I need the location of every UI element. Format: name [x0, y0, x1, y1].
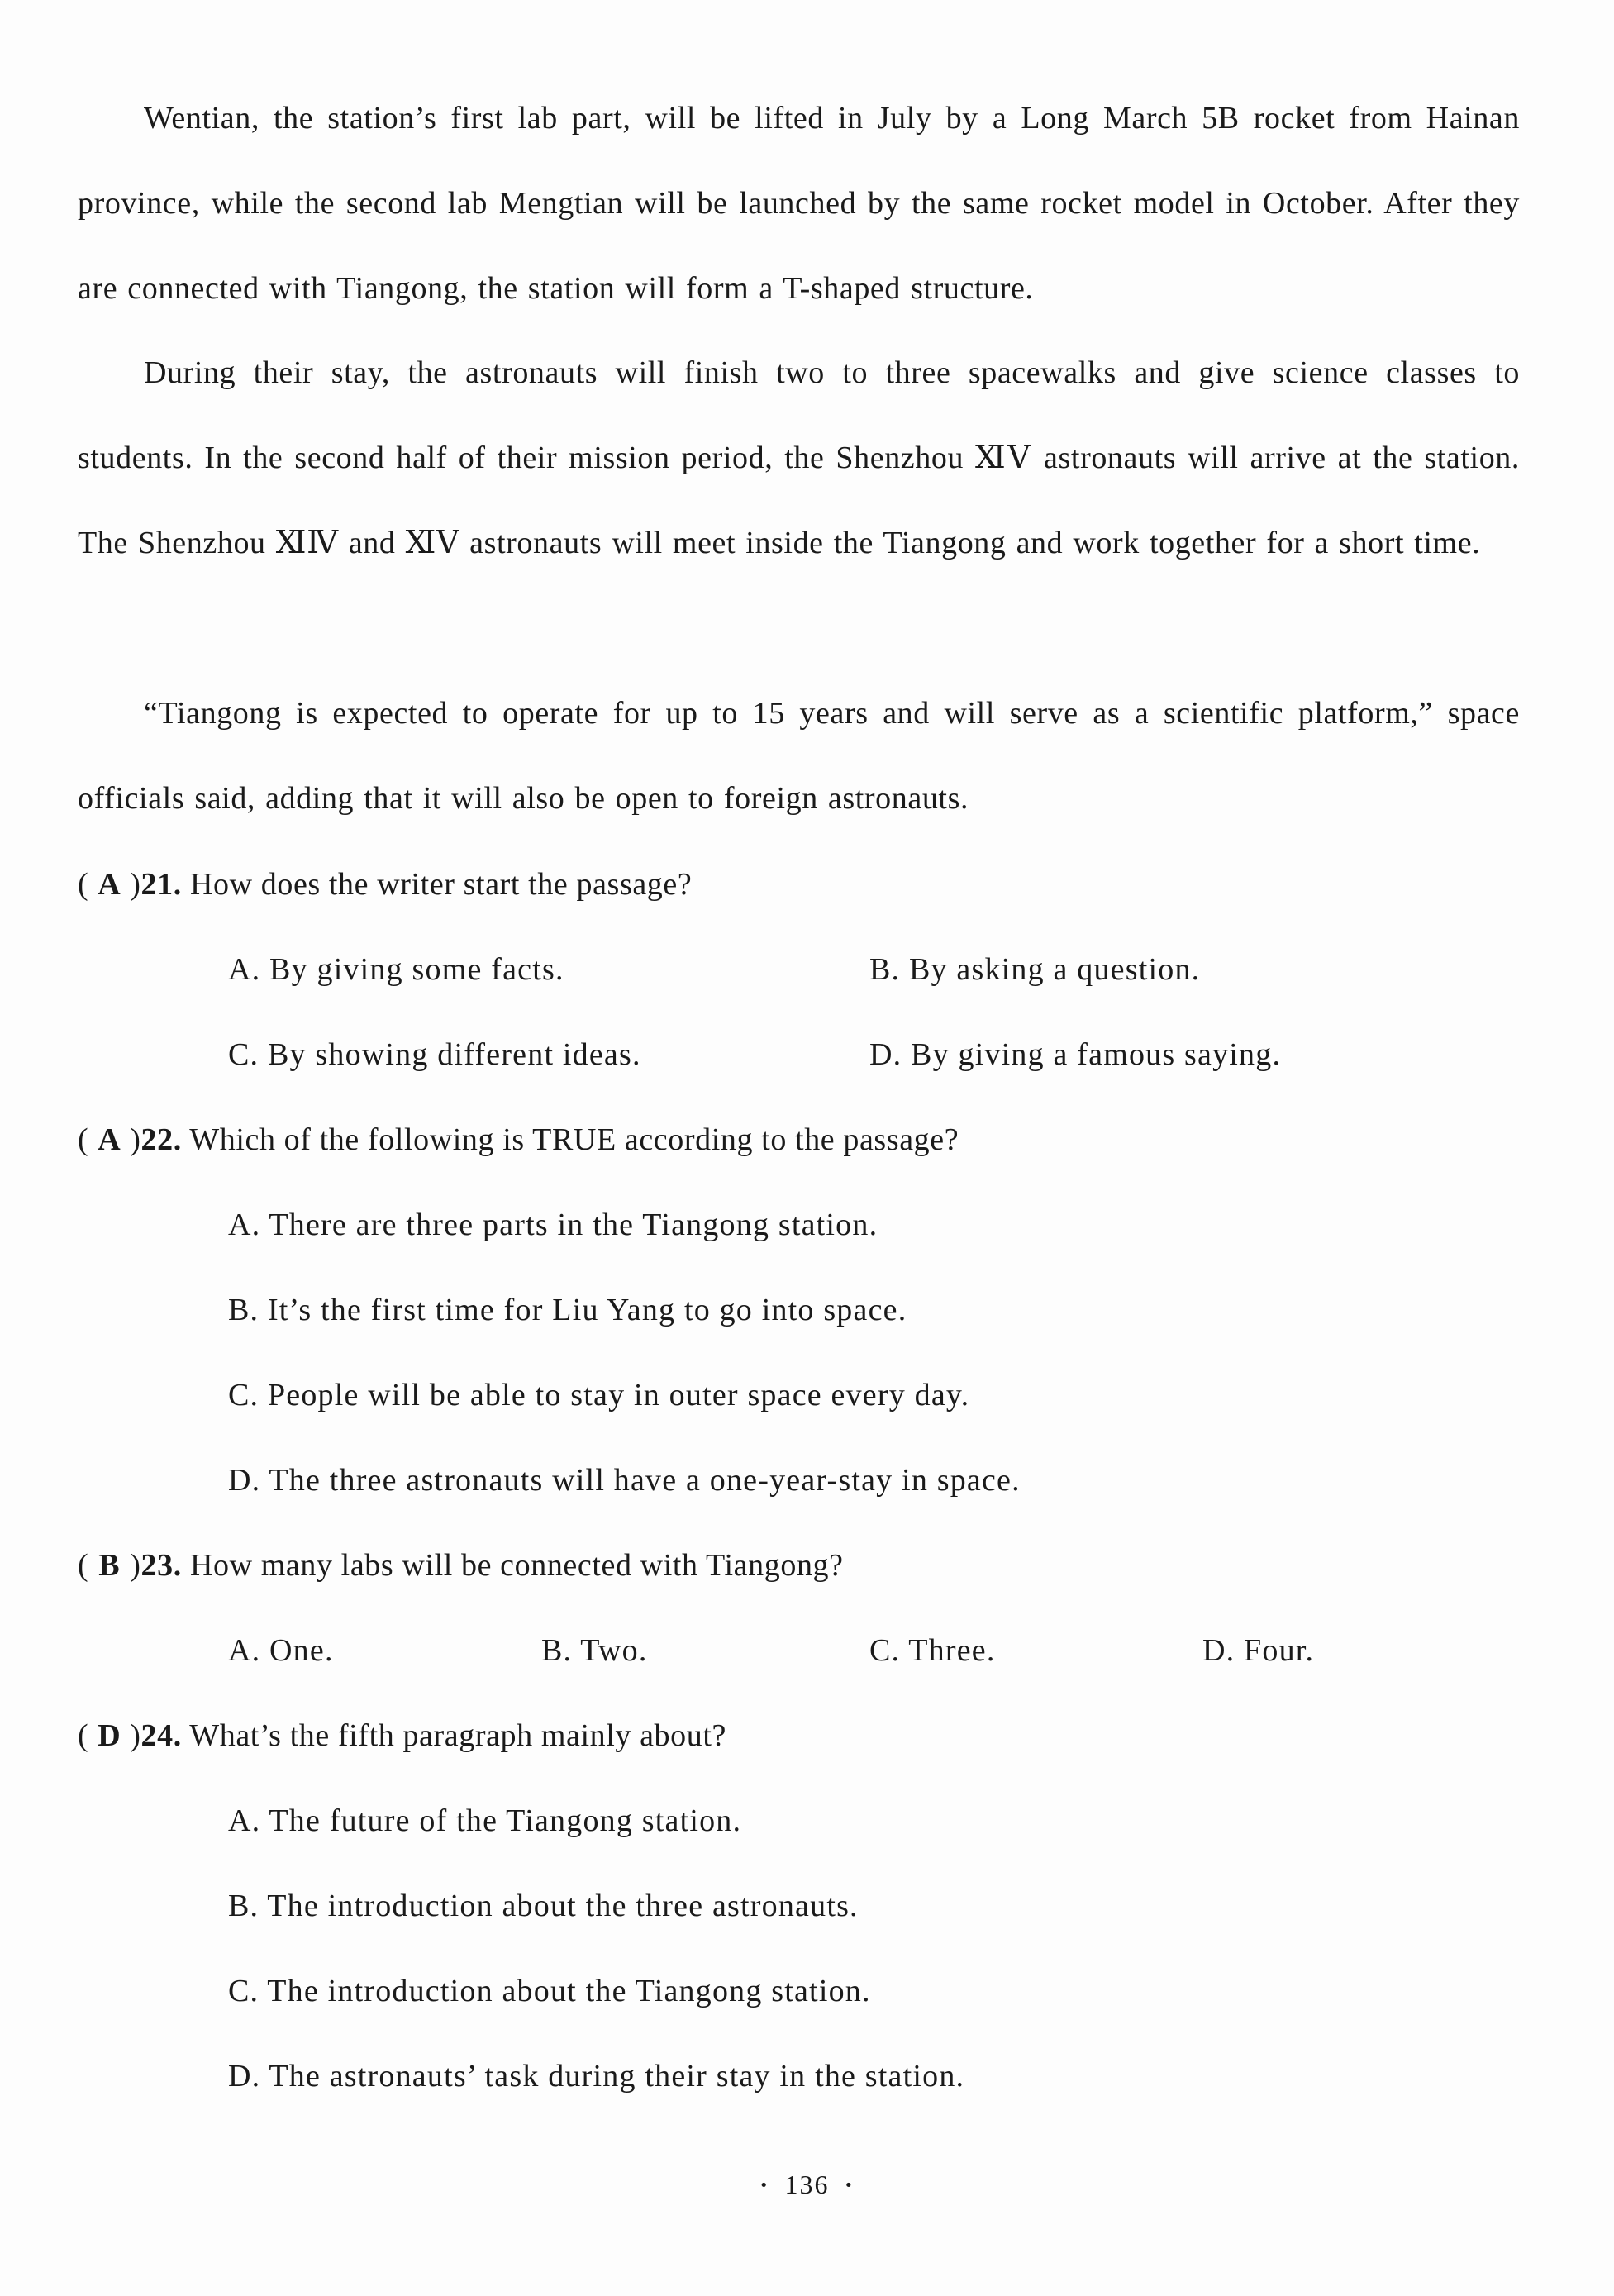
footer-dot: ·: [844, 2170, 855, 2199]
passage-paragraph: During their stay, the astronauts will finish two to three spacewalks and give science classes to students. In the second half of their mission period, the Shenzhou ⅪⅤ astronauts will arrive at the station. The Shenzhou ⅪⅣ and ⅪⅤ astronauts will meet inside the Tiangong and work together for a short time.: [78, 355, 1520, 560]
question-number: 22.: [140, 1122, 182, 1157]
option-c: C. The introduction about the Tiangong station.: [228, 1974, 871, 2008]
answer-mark: B: [98, 1548, 121, 1583]
question-23: ( B )23. How many labs will be connected with Tiangong?: [78, 1541, 844, 1590]
option-a: A. By giving some facts.: [228, 952, 564, 987]
answer-mark: D: [98, 1718, 121, 1753]
option-a: A. One.: [228, 1633, 334, 1668]
question-21: ( A )21. How does the writer start the passage?: [78, 860, 692, 909]
option-d: D. The astronauts’ task during their stay in the station.: [228, 2059, 965, 2094]
option-a: A. The future of the Tiangong station.: [228, 1803, 742, 1838]
option-c: C. People will be able to stay in outer space every day.: [228, 1378, 970, 1412]
passage-paragraph: “Tiangong is expected to operate for up to 15 years and will serve as a scientific platform,” space officials said, adding that it will also be open to foreign astronauts.: [78, 696, 1520, 816]
option-d: D. Four.: [1202, 1633, 1315, 1668]
option-d: D. By giving a famous saying.: [869, 1037, 1282, 1072]
option-b: B. It’s the first time for Liu Yang to go into space.: [228, 1293, 907, 1327]
question-text: How does the writer start the passage?: [189, 867, 693, 902]
answer-mark: A: [98, 1122, 121, 1157]
option-c: C. Three.: [869, 1633, 996, 1668]
question-24: ( D )24. What’s the fifth paragraph mainly about?: [78, 1711, 726, 1760]
question-text: What’s the fifth paragraph mainly about?: [189, 1718, 726, 1753]
page-footer: [0, 2164, 1614, 2205]
question-22: ( A )22. Which of the following is TRUE according to the passage?: [78, 1115, 959, 1165]
option-a: A. There are three parts in the Tiangong station.: [228, 1208, 878, 1242]
option-d: D. The three astronauts will have a one-year-stay in space.: [228, 1463, 1021, 1498]
option-b: B. The introduction about the three astronauts.: [228, 1889, 859, 1923]
passage-paragraph: Wentian, the station’s first lab part, will be lifted in July by a Long March 5B rocket from Hainan province, while the second lab Mengtian will be launched by the same rocket model in October. After they are connected with Tiangong, the station will form a T-shaped structure.: [78, 101, 1520, 306]
option-c: C. By showing different ideas.: [228, 1037, 641, 1072]
question-number: 23.: [140, 1548, 182, 1583]
question-number: 21.: [140, 867, 182, 902]
question-number: 24.: [140, 1718, 182, 1753]
answer-mark: A: [98, 867, 121, 902]
footer-dot: ·: [759, 2170, 770, 2199]
page-number: 136: [784, 2170, 830, 2199]
option-b: B. Two.: [541, 1633, 648, 1668]
question-text: Which of the following is TRUE according to the passage?: [189, 1122, 959, 1157]
question-text: How many labs will be connected with Tiangong?: [189, 1548, 844, 1583]
option-b: B. By asking a question.: [869, 952, 1201, 987]
